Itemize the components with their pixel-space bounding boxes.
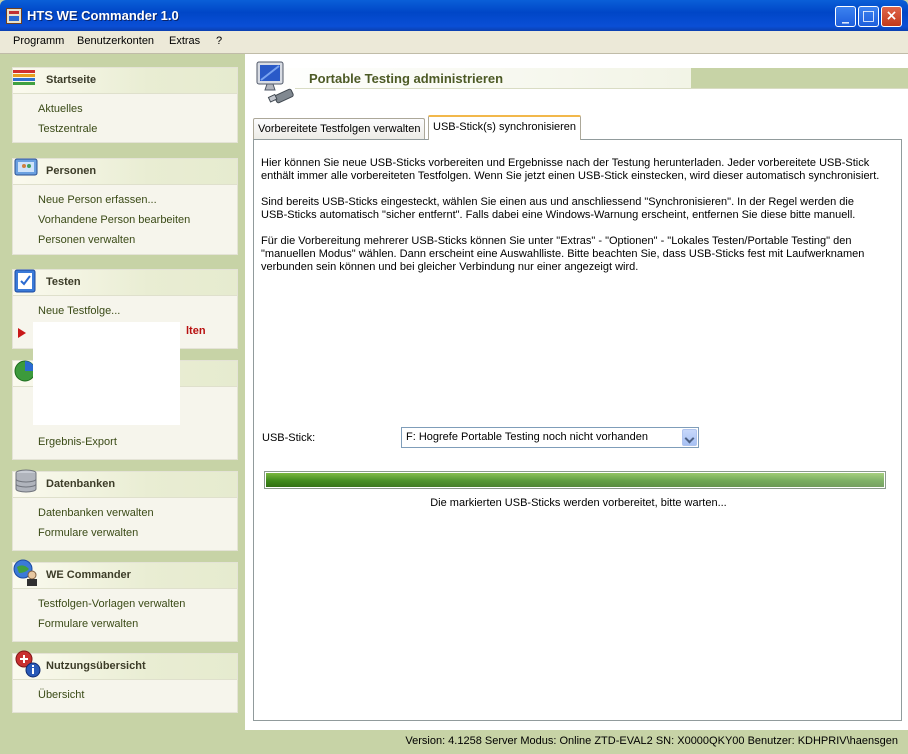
link-neue-person[interactable]: Neue Person erfassen... xyxy=(38,194,157,206)
panel-header[interactable] xyxy=(13,472,237,498)
tab-panel xyxy=(253,139,902,721)
panel-nutzungsuebersicht xyxy=(12,653,238,713)
sidebar xyxy=(0,54,245,730)
link-datenbanken-verwalten[interactable]: Datenbanken verwalten xyxy=(38,507,154,519)
usb-stick-label: USB-Stick: xyxy=(262,432,316,444)
testen-icon xyxy=(13,266,41,294)
panel-title: Personen xyxy=(46,165,97,177)
info-paragraph-3: Für die Vorbereitung mehrerer USB-Sticks können Sie unter "Extras" - "Optionen" - "Lokales Testen/Portable Testing" den "manuellen Modus" wählen. Dann erscheint eine Auswahlliste. Bitte beachten Sie, dass USB-Sticks fest mit Laufwerknamen verbunden sein können und bei gleicher Verbindung nur einer angezeigt wird. xyxy=(261,235,865,273)
link-person-bearbeiten[interactable]: Vorhandene Person bearbeiten xyxy=(38,214,191,226)
menu-programm[interactable]: Programm xyxy=(13,35,65,47)
main-content xyxy=(245,54,908,730)
status-bar xyxy=(0,730,908,754)
panel-startseite xyxy=(12,67,238,143)
link-personen-verwalten[interactable]: Personen verwalten xyxy=(38,234,136,246)
menu-benutzerkonten[interactable]: Benutzerkonten xyxy=(77,35,155,47)
progress-bar xyxy=(264,471,886,489)
panel-header[interactable] xyxy=(13,270,237,296)
link-uebersicht[interactable]: Übersicht xyxy=(38,689,85,701)
progress-sheen xyxy=(266,473,884,487)
personen-icon xyxy=(13,155,41,183)
menu-bar xyxy=(0,31,908,54)
menu-help[interactable]: ? xyxy=(216,35,223,47)
link-formulare-verwalten[interactable]: Formulare verwalten xyxy=(38,527,139,539)
progress-fill xyxy=(266,473,884,487)
we-commander-icon xyxy=(13,559,41,587)
panel-header[interactable] xyxy=(13,563,237,589)
panel-title: Testen xyxy=(46,276,81,288)
page-title: Portable Testing administrieren xyxy=(309,71,504,86)
link-ergebnis-export[interactable]: Ergebnis-Export xyxy=(38,436,117,448)
nutzung-icon xyxy=(13,650,41,678)
header-strip xyxy=(691,68,908,88)
info-paragraph-2: Sind bereits USB-Sticks eingesteckt, wählen Sie einen aus und anschliessend "Synchronisieren". In der Regel werden die USB-Sticks automatisch "sicher entfernt". Falls dabei eine Windows-Warnung erscheint, entfernen Sie diese bitte manuell. xyxy=(261,196,856,221)
panel-we-commander xyxy=(12,562,238,642)
usb-stick-select[interactable] xyxy=(401,427,699,448)
panel-datenbanken xyxy=(12,471,238,551)
panel-header[interactable] xyxy=(13,159,237,185)
app-icon xyxy=(6,8,22,24)
title-bar[interactable] xyxy=(0,0,908,31)
chevron-down-icon[interactable] xyxy=(682,429,697,446)
usb-stick-selected-value: F: Hogrefe Portable Testing noch nicht vorhanden xyxy=(406,431,648,443)
menu-extras[interactable]: Extras xyxy=(169,35,201,47)
link-neue-testfolge[interactable]: Neue Testfolge... xyxy=(38,305,121,317)
link-portable-testing-active[interactable]: lten xyxy=(186,325,206,337)
link-formulare-verwalten-2[interactable]: Formulare verwalten xyxy=(38,618,139,630)
link-aktuelles[interactable]: Aktuelles xyxy=(38,103,83,115)
panel-personen xyxy=(12,158,238,255)
panel-title: WE Commander xyxy=(46,569,131,581)
panel-title: Startseite xyxy=(46,74,97,86)
portable-testing-icon xyxy=(253,58,301,106)
redacted-overlay xyxy=(33,322,180,425)
close-button[interactable]: × xyxy=(881,6,902,27)
info-paragraph-1: Hier können Sie neue USB-Sticks vorbereiten und Ergebnisse nach der Testung herunterladen. Jeder vorbereitete USB-Stick enthält immer alle vorbereiteten Testfolgen. Wenn Sie jetzt einen USB-Stick einstecken, wird dieser automatisch synchronisiert. xyxy=(261,157,880,182)
startseite-icon xyxy=(13,64,41,92)
active-arrow-icon xyxy=(18,328,26,338)
panel-header[interactable] xyxy=(13,654,237,680)
window-title: HTS WE Commander 1.0 xyxy=(27,8,179,23)
tab-usb-synchronisieren[interactable]: USB-Stick(s) synchronisieren xyxy=(428,115,581,140)
tab-testfolgen-verwalten[interactable]: Vorbereitete Testfolgen verwalten xyxy=(253,118,425,140)
maximize-button[interactable]: □ xyxy=(858,6,879,27)
status-info: Version: 4.1258 Server Modus: Online ZTD-EVAL2 SN: X0000QKY00 Benutzer: KDHPRIV\haensgen xyxy=(405,735,898,747)
minimize-button[interactable]: _ xyxy=(835,6,856,27)
progress-status-text: Die markierten USB-Sticks werden vorbereitet, bitte warten... xyxy=(430,497,727,509)
panel-title: Nutzungsübersicht xyxy=(46,660,146,672)
link-testfolgen-vorlagen[interactable]: Testfolgen-Vorlagen verwalten xyxy=(38,598,186,610)
panel-header[interactable] xyxy=(13,68,237,94)
header-divider xyxy=(295,88,908,89)
database-icon xyxy=(13,468,41,496)
panel-title: Datenbanken xyxy=(46,478,116,490)
link-testzentrale[interactable]: Testzentrale xyxy=(38,123,98,135)
